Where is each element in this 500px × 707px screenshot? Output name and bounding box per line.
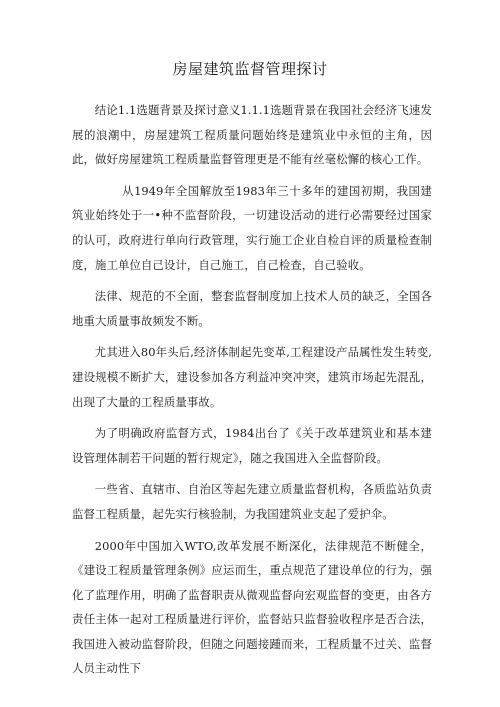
paragraph-2000: 2000年中国加入WTO,改革发展不断深化，法律规范不断健全，《建设工程质量管理条例》应运而生，重点规范了建设单位的行为，强化了监理作用，明确了监督职责从微观监督向宏观监督的变更，由各方责任主体一起对工程质量进行评价，监督站只监督验收程序是否合法，我国进入被动监督阶段，但随之问题接踵而来，工程质量不过关、监督人员主动性下 bbox=[72, 538, 432, 676]
paragraph-history: 从1949年全国解放至1983年三十多年的建国初期，我国建筑业始终处于一•种不监督阶段，一切建设活动的进行必需要经过国家的认可，政府进行单向行政管理，实行施工企业自检自评的质量检查制度，施工单位自己设计，自己施工，自己检查，自己验收。 bbox=[72, 183, 432, 272]
document-title: 房屋建筑监督管理探讨 bbox=[172, 60, 328, 78]
paragraph-1984: 为了明确政府监督方式，1984出台了《关于改革建筑业和基本建设管理体制若干问题的暂行规定》，随之我国进入全监督阶段。 bbox=[72, 426, 432, 465]
paragraph-laws: 法律、规范的不全面，整套监督制度加上技术人员的缺乏，全国各地重大质量事故频发不断。 bbox=[72, 289, 432, 328]
paragraph-eighties: 尤其进入80年头后,经济体制起先变革,工程建设产品属性发生转变,建设规模不断扩大，建设参加各方利益冲突冲突，建筑市场起先混乱，出现了大量的工程质量事故。 bbox=[72, 345, 432, 409]
paragraph-provinces: 一些省、直辖市、自治区等起先建立质量监督机构，各质监站负责监督工程质量，起先实行核验制，为我国建筑业支起了爱护伞。 bbox=[72, 482, 432, 521]
document-body bbox=[72, 98, 432, 688]
paragraph-background: 结论1.1选题背景及探讨意义1.1.1选题背景在我国社会经济飞速发展的浪潮中，房屋建筑工程质量问题始终是建筑业中永恒的主角，因此，做好房屋建筑工程质量监督管理更是不能有丝毫松懈的核心工作。 bbox=[72, 103, 432, 167]
